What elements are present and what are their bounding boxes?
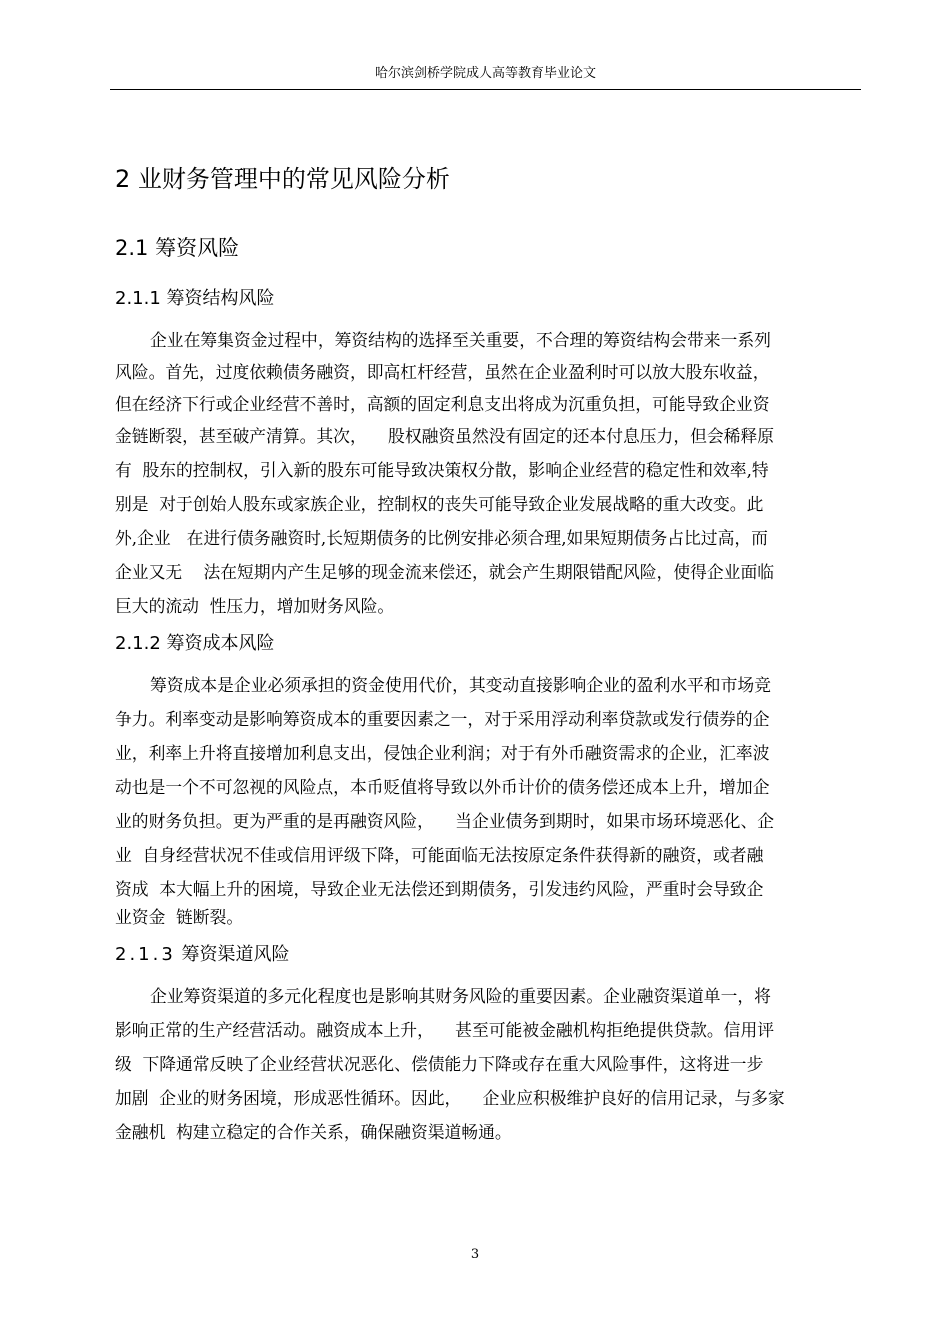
subsection-title-text: 筹资成本风险 — [166, 633, 275, 654]
paragraph-line: 业的财务负担。更为严重的是再融资风险， 当企业债务到期时，如果市场环境恶化、企 — [115, 811, 775, 831]
subsection-number: 2.1.2 — [115, 633, 161, 654]
paragraph-line: 企业又无 法在短期内产生足够的现金流来偿还，就会产生期限错配风险，使得企业面临 — [115, 562, 775, 582]
paragraph-line: 企业筹资渠道的多元化程度也是影响其财务风险的重要因素。企业融资渠道单一，将 — [150, 986, 771, 1006]
paragraph-line: 外,企业 在进行债务融资时,长短期债务的比例安排必须合理,如果短期债务占比过高，而 — [115, 528, 768, 548]
subsection-number: 2.1.1 — [115, 288, 161, 309]
subsection-title-text: 筹资结构风险 — [166, 288, 275, 309]
paragraph-line: 别是 对于创始人股东或家族企业，控制权的丧失可能导致企业发展战略的重大改变。此 — [115, 494, 764, 514]
paragraph-line: 影响正常的生产经营活动。融资成本上升， 甚至可能被金融机构拒绝提供贷款。信用评 — [115, 1020, 775, 1040]
page-number: 3 — [470, 1247, 480, 1262]
subsection-number: 2.1.3 — [115, 944, 176, 965]
paragraph-line: 加剧 企业的财务困境，形成恶性循环。因此， 企业应积极维护良好的信用记录，与多家 — [115, 1088, 785, 1108]
paragraph-line: 有 股东的控制权，引入新的股东可能导致决策权分散，影响企业经营的稳定性和效率,特 — [115, 460, 769, 480]
paragraph-line: 但在经济下行或企业经营不善时，高额的固定利息支出将成为沉重负担，可能导致企业资 — [115, 394, 770, 414]
paragraph-line: 风险。首先，过度依赖债务融资，即高杠杆经营，虽然在企业盈利时可以放大股东收益， — [115, 362, 770, 382]
paragraph-line: 企业在筹集资金过程中，筹资结构的选择至关重要，不合理的筹资结构会带来一系列 — [150, 330, 771, 350]
paragraph-line: 资成 本大幅上升的困境，导致企业无法偿还到期债务，引发违约风险，严重时会导致企 — [115, 879, 764, 899]
subsection-title-2-1-3 — [115, 941, 290, 969]
chapter-number: 2 — [115, 165, 131, 193]
page-header-title: 哈尔滨剑桥学院成人高等教育毕业论文 — [374, 66, 596, 81]
chapter-title-text: 业财务管理中的常见风险分析 — [137, 165, 450, 193]
section-title — [115, 232, 239, 264]
paragraph-line: 争力。利率变动是影响筹资成本的重要因素之一，对于采用浮动利率贷款或发行债券的企 — [115, 709, 770, 729]
paragraph-line: 巨大的流动 性压力，增加财务风险。 — [115, 596, 395, 616]
paragraph-line: 业 自身经营状况不佳或信用评级下降，可能面临无法按原定条件获得新的融资，或者融 — [115, 845, 764, 865]
paragraph-line: 级 下降通常反映了企业经营状况恶化、偿债能力下降或存在重大风险事件，这将进一步 — [115, 1054, 764, 1074]
subsection-title-2-1-2 — [115, 630, 275, 658]
paragraph-line: 业，利率上升将直接增加利息支出，侵蚀企业利润；对于有外币融资需求的企业，汇率波 — [115, 743, 770, 763]
subsection-title-text: 筹资渠道风险 — [181, 944, 290, 965]
chapter-title — [115, 162, 450, 196]
paragraph-line: 筹资成本是企业必须承担的资金使用代价，其变动直接影响企业的盈利水平和市场竞 — [150, 675, 771, 695]
section-title-text: 筹资风险 — [155, 236, 240, 260]
page-header — [110, 58, 861, 90]
paragraph-line: 金链断裂，甚至破产清算。其次， 股权融资虽然没有固定的还本付息压力，但会稀释原 — [115, 426, 775, 446]
paragraph-line: 业资金 链断裂。 — [115, 907, 244, 927]
paragraph-line: 金融机 构建立稳定的合作关系，确保融资渠道畅通。 — [115, 1122, 512, 1142]
paragraph-line: 动也是一个不可忽视的风险点，本币贬值将导致以外币计价的债务偿还成本上升，增加企 — [115, 777, 770, 797]
section-number: 2.1 — [115, 236, 149, 260]
subsection-title-2-1-1 — [115, 285, 275, 313]
